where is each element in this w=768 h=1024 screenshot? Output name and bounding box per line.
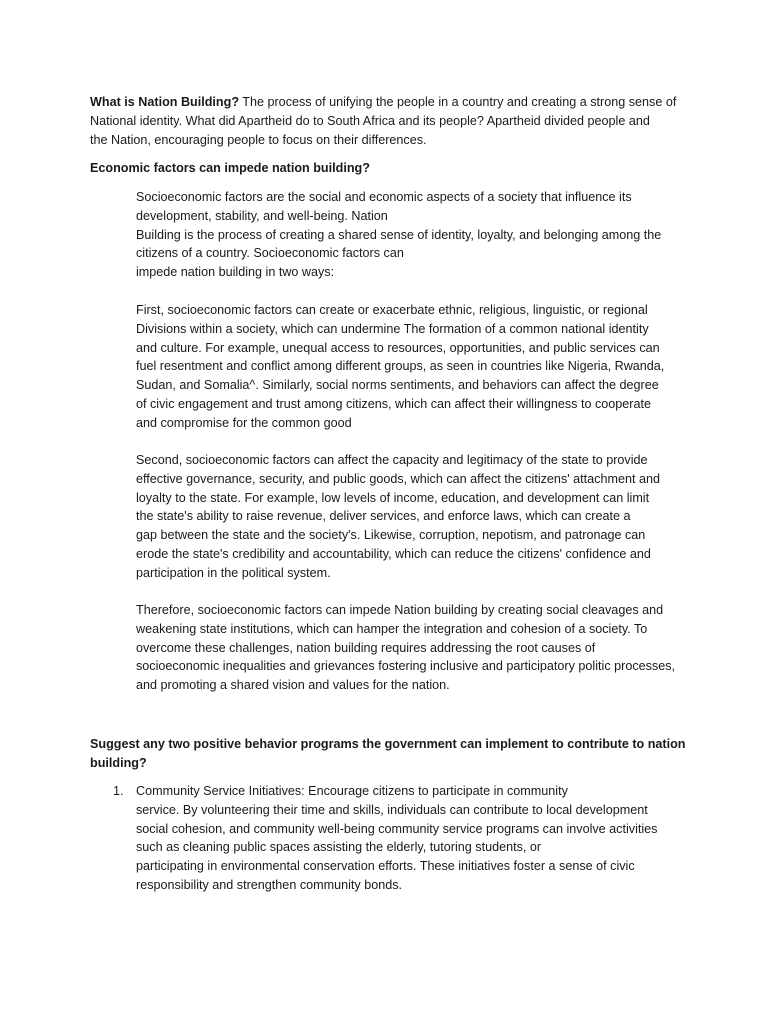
paragraph-line: citizens of a country. Socioeconomic factors can — [136, 246, 404, 261]
paragraph-line: socioeconomic inequalities and grievances fostering inclusive and participatory politic processes, — [136, 659, 676, 674]
paragraph-line: of civic engagement and trust among citizens, which can affect their willingness to cooperate — [136, 396, 651, 411]
list-item-line: service. By volunteering their time and skills, individuals can contribute to local development — [136, 802, 648, 817]
paragraph-line: development, stability, and well-being. Nation — [136, 208, 388, 223]
section2-heading — [90, 735, 685, 773]
paragraph-line: fuel resentment and conflict among different groups, as seen in countries like Nigeria, Rwanda, — [136, 359, 665, 374]
paragraph-line: Sudan, and Somalia^. Similarly, social norms sentiments, and behaviors can affect the degree — [136, 378, 659, 393]
paragraph-line: Divisions within a society, which can undermine The formation of a common national identity — [136, 321, 649, 336]
list-item-line: Community Service Initiatives: Encourage citizens to participate in community — [136, 784, 568, 798]
paragraph-line: Socioeconomic factors are the social and economic aspects of a society that influence its — [136, 190, 632, 204]
intro-heading: What is Nation Building? — [90, 95, 240, 109]
section1-paragraph-2 — [136, 301, 664, 433]
section1-paragraph-4 — [136, 601, 675, 695]
list-item-line: responsibility and strengthen community bonds. — [136, 877, 403, 892]
intro-paragraph — [90, 93, 676, 149]
intro-line-1 — [90, 93, 676, 112]
paragraph-line: overcome these challenges, nation building requires addressing the root causes of — [136, 640, 596, 655]
paragraph-line: erode the state's credibility and accountability, which can reduce the citizens' confidence and — [136, 546, 651, 561]
paragraph-line: Second, socioeconomic factors can affect the capacity and legitimacy of the state to provide — [136, 453, 648, 467]
list-item — [136, 782, 657, 895]
intro-line-1-text: The process of unifying the people in a country and creating a strong sense of — [239, 95, 677, 109]
paragraph-line: and compromise for the common good — [136, 415, 352, 430]
list-item-line: participating in environmental conservation efforts. These initiatives foster a sense of civic — [136, 859, 635, 874]
paragraph-line: effective governance, security, and public goods, which can affect the citizens' attachment and — [136, 471, 660, 486]
list-item-line: social cohesion, and community well-being community service programs can involve activities — [136, 821, 658, 836]
intro-line-2: National identity. What did Apartheid do to South Africa and its people? Apartheid divided people and — [90, 113, 650, 128]
paragraph-line: the state's ability to raise revenue, deliver services, and enforce laws, which can create a — [136, 509, 631, 524]
list-item-line: such as cleaning public spaces assisting the elderly, tutoring students, or — [136, 840, 542, 855]
paragraph-line: loyalty to the state. For example, low levels of income, education, and development can limit — [136, 490, 650, 505]
section1-paragraph-1 — [136, 188, 661, 282]
intro-line-3: the Nation, encouraging people to focus on their differences. — [90, 132, 427, 147]
list-item-number: 1. — [113, 784, 124, 798]
paragraph-line: gap between the state and the society's. Likewise, corruption, nepotism, and patronage can — [136, 528, 646, 543]
paragraph-line: First, socioeconomic factors can create or exacerbate ethnic, religious, linguistic, or regional — [136, 303, 648, 317]
paragraph-line: Building is the process of creating a shared sense of identity, loyalty, and belonging among the — [136, 227, 662, 242]
section2-heading-line-1: Suggest any two positive behavior programs the government can implement to contribute to nation — [90, 737, 686, 751]
section1-heading: Economic factors can impede nation building? — [90, 161, 370, 175]
section2-heading-line-2: building? — [90, 755, 147, 770]
paragraph-line: participation in the political system. — [136, 565, 331, 580]
paragraph-line: and promoting a shared vision and values for the nation. — [136, 678, 450, 693]
section1-paragraph-3 — [136, 451, 660, 583]
paragraph-line: Therefore, socioeconomic factors can impede Nation building by creating social cleavages and — [136, 603, 664, 617]
paragraph-line: weakening state institutions, which can hamper the integration and cohesion of a society. To — [136, 621, 648, 636]
paragraph-line: impede nation building in two ways: — [136, 265, 335, 280]
paragraph-line: and culture. For example, unequal access to resources, opportunities, and public services can — [136, 340, 660, 355]
